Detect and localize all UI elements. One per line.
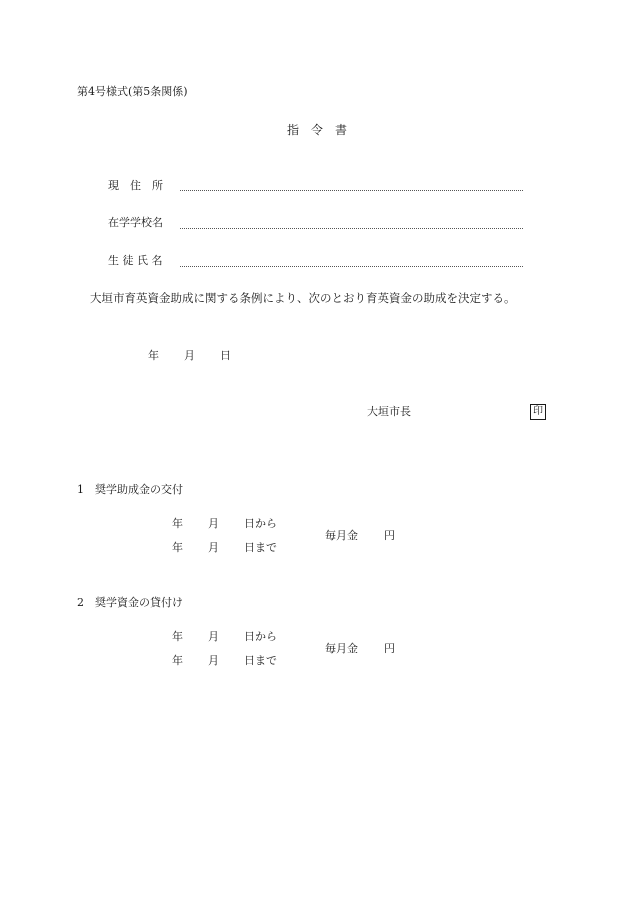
- seal-mark: 印: [530, 404, 546, 420]
- field-label-school: 在学学校名: [108, 216, 163, 229]
- issuer-name: 大垣市長: [367, 405, 411, 418]
- document-title: 指 令 書: [287, 123, 348, 137]
- section-2-from-year: 年: [172, 630, 183, 643]
- section-1-from-month: 月: [208, 517, 219, 530]
- statement-text: 大垣市育英資金助成に関する条例により、次のとおり育英資金の助成を決定する。: [90, 291, 516, 305]
- date-year: 年: [148, 349, 159, 362]
- section-2-to-month: 月: [208, 654, 219, 667]
- section-1-unit: 円: [384, 529, 395, 542]
- section-2-to-day: 日まで: [244, 654, 277, 667]
- section-1-to-day: 日まで: [244, 541, 277, 554]
- section-1-to-year: 年: [172, 541, 183, 554]
- school-line[interactable]: [180, 228, 523, 229]
- section-2-from-day: 日から: [244, 630, 277, 643]
- address-line[interactable]: [180, 190, 523, 191]
- field-label-address: 現 住 所: [108, 179, 163, 192]
- section-2-from-month: 月: [208, 630, 219, 643]
- section-2-unit: 円: [384, 642, 395, 655]
- form-number: 第4号様式(第5条関係): [77, 85, 188, 98]
- section-2-heading: 2 奨学資金の貸付け: [77, 596, 183, 609]
- section-1-monthly-label: 毎月金: [325, 529, 358, 542]
- section-1-from-day: 日から: [244, 517, 277, 530]
- student-name-line[interactable]: [180, 266, 523, 267]
- section-1-from-year: 年: [172, 517, 183, 530]
- section-2-monthly-label: 毎月金: [325, 642, 358, 655]
- section-1-to-month: 月: [208, 541, 219, 554]
- section-2-to-year: 年: [172, 654, 183, 667]
- field-label-student-name: 生 徒 氏 名: [108, 254, 163, 267]
- section-1-heading: 1 奨学助成金の交付: [77, 483, 183, 496]
- date-month: 月: [184, 349, 195, 362]
- date-day: 日: [220, 349, 231, 362]
